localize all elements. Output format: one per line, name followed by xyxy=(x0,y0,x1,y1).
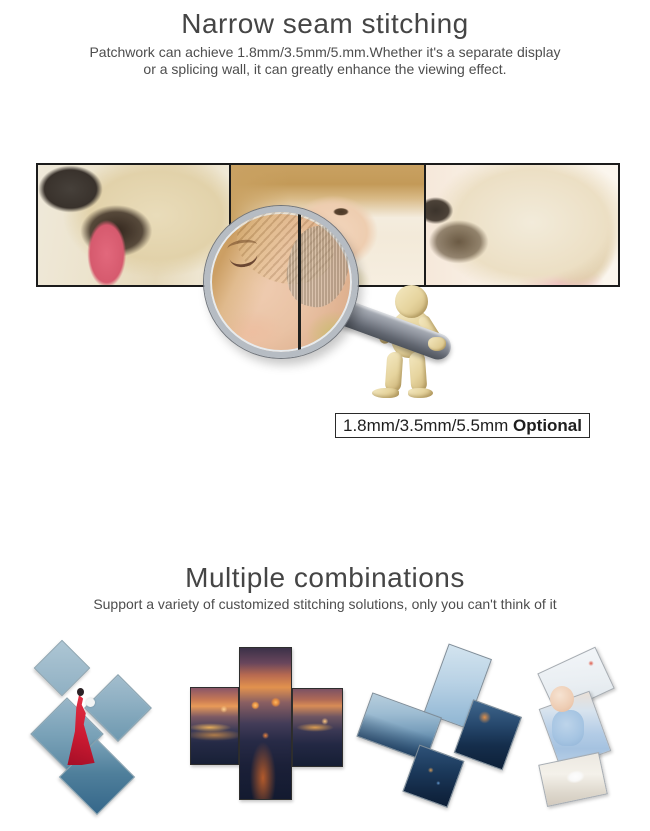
seam-size-qualifier: Optional xyxy=(513,416,582,435)
baby-head xyxy=(550,686,574,712)
lens-seam-line xyxy=(298,212,301,352)
narrow-seam-subtitle-line1: Patchwork can achieve 1.8mm/3.5mm/5.mm.Whether it's a separate display xyxy=(89,44,561,60)
multiple-combinations-subtitle: Support a variety of customized stitching solutions, only you can't think of it xyxy=(93,596,557,612)
seam-size-values: 1.8mm/3.5mm/5.5mm xyxy=(343,416,509,435)
woman-fan xyxy=(86,698,95,707)
wall-panel-dog xyxy=(36,163,231,287)
combo-tilted-zigzag xyxy=(538,650,620,815)
screen-panel xyxy=(292,688,343,767)
narrow-seam-subtitle-line2: or a splicing wall, it can greatly enhance the viewing effect. xyxy=(143,61,507,77)
screen-panel xyxy=(538,752,608,807)
mascot-head xyxy=(395,285,428,318)
narrow-seam-title: Narrow seam stitching xyxy=(181,8,469,39)
combo-diamond-zigzag xyxy=(20,640,160,820)
magnifier-lens xyxy=(204,206,358,358)
screen-panel xyxy=(239,647,292,800)
combo-tilted-cross xyxy=(344,625,540,823)
seam-size-badge xyxy=(335,413,590,438)
mascot-leg-left xyxy=(385,351,404,392)
mascot-foot-right xyxy=(408,388,433,398)
mascot-foot-left xyxy=(372,388,399,398)
baby-body xyxy=(552,710,584,746)
multiple-combinations-title: Multiple combinations xyxy=(185,562,465,593)
mascot-leg-right xyxy=(409,351,428,392)
woman-head xyxy=(77,688,84,696)
mascot-hand xyxy=(428,337,446,351)
combo-plus-cross xyxy=(190,647,343,801)
screen-panel xyxy=(190,687,239,765)
